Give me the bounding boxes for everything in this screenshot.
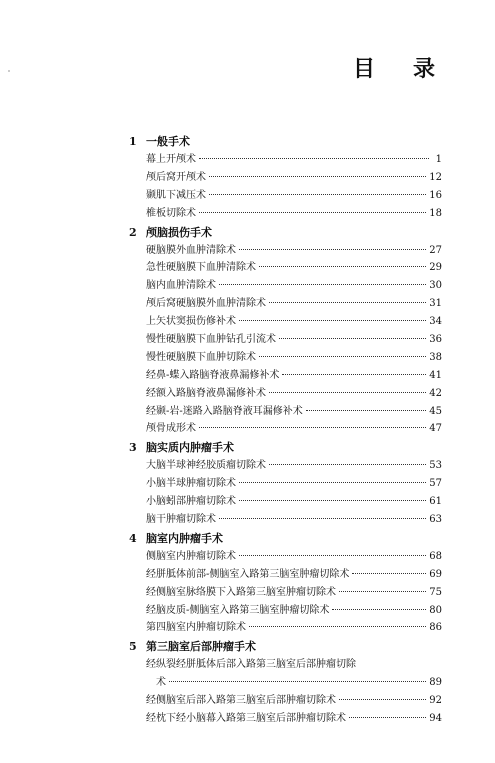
dot-leader <box>169 680 426 682</box>
entry-page-number: 89 <box>429 677 442 689</box>
dot-leader <box>219 283 426 285</box>
chapter-number: 5 <box>129 640 137 654</box>
chapter-title: 颅脑损伤手术 <box>146 225 212 239</box>
dot-leader <box>239 554 426 556</box>
entry-page-number: 75 <box>429 586 442 598</box>
entry-page-number: 86 <box>429 622 442 634</box>
dot-leader <box>239 248 426 250</box>
entry-page-number: 45 <box>429 405 442 417</box>
dot-leader <box>269 463 426 465</box>
toc-entry[interactable] <box>0 331 495 349</box>
entry-title: 第四脑室内肿瘤切除术 <box>146 622 246 634</box>
entry-page-number: 47 <box>429 423 442 435</box>
entry-title: 慢性硬脑膜下血肿切除术 <box>146 351 256 363</box>
toc-entry[interactable] <box>0 313 495 331</box>
toc-entry[interactable] <box>0 511 495 529</box>
entry-page-number: 18 <box>429 207 442 219</box>
dot-leader <box>199 211 426 213</box>
entry-title: 经鼻-蝶入路脑脊液鼻漏修补术 <box>146 369 280 381</box>
toc-entry[interactable] <box>0 548 495 566</box>
entry-page-number: 27 <box>429 244 442 256</box>
dot-leader <box>282 373 426 375</box>
entry-page-number: 34 <box>429 316 442 328</box>
entry-page-number: 16 <box>429 189 442 201</box>
entry-title: 经侧脑室后部入路第三脑室后部肿瘤切除术 <box>146 695 336 707</box>
chapter-number: 1 <box>129 135 137 148</box>
entry-title-continuation: 术 <box>156 677 166 689</box>
entry-page-number: 92 <box>429 695 442 707</box>
entry-title: 小脑半球肿瘤切除术 <box>146 478 236 490</box>
scan-speck <box>8 70 10 72</box>
dot-leader <box>352 572 426 574</box>
dot-leader <box>219 517 426 519</box>
page-title-right: 录 <box>413 56 436 82</box>
chapter-heading <box>0 529 495 548</box>
entry-page-number: 1 <box>435 154 442 165</box>
toc-entry[interactable] <box>0 259 495 277</box>
toc-entry[interactable] <box>0 151 495 169</box>
page-title <box>353 52 435 83</box>
entry-title: 经胼胝体前部-侧脑室入路第三脑室肿瘤切除术 <box>146 568 350 580</box>
entry-page-number: 53 <box>429 460 442 472</box>
dot-leader <box>209 193 426 195</box>
entry-page-number: 80 <box>429 604 442 616</box>
dot-leader <box>332 608 426 610</box>
chapter-number: 3 <box>129 441 137 455</box>
dot-leader <box>239 499 426 501</box>
toc-entry[interactable] <box>0 619 495 637</box>
toc-entry[interactable] <box>0 420 495 438</box>
entry-title: 急性硬脑膜下血肿清除术 <box>146 262 256 274</box>
entry-title: 椎板切除术 <box>146 207 196 219</box>
dot-leader <box>199 426 426 428</box>
toc-entry[interactable] <box>0 242 495 260</box>
entry-page-number: 38 <box>429 351 442 363</box>
dot-leader <box>349 716 426 718</box>
toc-entry[interactable] <box>0 349 495 367</box>
entry-title: 大脑半球神经胶质瘤切除术 <box>146 460 266 472</box>
entry-page-number: 57 <box>429 478 442 490</box>
entry-title: 经侧脑室脉络膜下入路第三脑室肿瘤切除术 <box>146 586 336 598</box>
entry-title: 经脑皮质-侧脑室入路第三脑室肿瘤切除术 <box>146 604 330 616</box>
entry-title: 脑内血肿清除术 <box>146 280 216 292</box>
toc-entry[interactable] <box>0 187 495 205</box>
table-of-contents <box>0 132 495 728</box>
page-title-left: 目 <box>353 56 376 82</box>
entry-title: 上矢状窦损伤修补术 <box>146 316 236 328</box>
entry-page-number: 12 <box>429 171 442 183</box>
toc-entry[interactable] <box>0 493 495 511</box>
entry-page-number: 31 <box>429 298 442 310</box>
toc-entry[interactable] <box>0 169 495 187</box>
toc-entry[interactable] <box>0 475 495 493</box>
entry-title: 经额入路脑脊液鼻漏修补术 <box>146 387 266 399</box>
entry-title: 侧脑室内肿瘤切除术 <box>146 550 236 562</box>
entry-title: 经颞-岩-迷路入路脑脊液耳漏修补术 <box>146 405 303 417</box>
dot-leader <box>259 355 426 357</box>
chapter-heading <box>0 223 495 242</box>
entry-page-number: 63 <box>429 514 442 526</box>
chapter-heading <box>0 438 495 457</box>
chapter-heading <box>0 637 495 656</box>
dot-leader <box>339 698 426 700</box>
dot-leader <box>306 409 427 411</box>
entry-page-number: 42 <box>429 387 442 399</box>
dot-leader <box>199 157 429 159</box>
dot-leader <box>269 391 426 393</box>
entry-page-number: 29 <box>429 262 442 274</box>
toc-entry[interactable] <box>0 656 495 674</box>
dot-leader <box>259 265 426 267</box>
toc-entry[interactable] <box>0 457 495 475</box>
dot-leader <box>239 319 426 321</box>
toc-entry[interactable] <box>0 403 495 421</box>
chapter-number: 4 <box>129 531 137 545</box>
entry-page-number: 68 <box>429 550 442 562</box>
entry-title: 经纵裂经胼胝体后部入路第三脑室后部肿瘤切除 <box>146 659 356 671</box>
toc-entry[interactable] <box>0 367 495 385</box>
chapter-title: 脑室内肿瘤手术 <box>146 531 223 545</box>
toc-entry[interactable] <box>0 710 495 728</box>
entry-title: 颅后窝开颅术 <box>146 171 206 183</box>
entry-page-number: 61 <box>429 496 442 508</box>
toc-entry[interactable] <box>0 385 495 403</box>
entry-page-number: 30 <box>429 280 442 292</box>
entry-title: 颞肌下减压术 <box>146 189 206 201</box>
toc-entry-continuation[interactable] <box>0 674 495 692</box>
toc-entry[interactable] <box>0 602 495 620</box>
dot-leader <box>209 175 426 177</box>
chapter-title: 脑实质内肿瘤手术 <box>146 441 234 455</box>
entry-title: 小脑蚓部肿瘤切除术 <box>146 496 236 508</box>
entry-title: 脑干肿瘤切除术 <box>146 514 216 526</box>
toc-entry[interactable] <box>0 295 495 313</box>
entry-title: 颅后窝硬脑膜外血肿清除术 <box>146 298 266 310</box>
chapter-heading <box>0 132 495 151</box>
entry-title: 幕上开颅术 <box>146 154 196 165</box>
dot-leader <box>239 481 426 483</box>
entry-title: 颅骨成形术 <box>146 423 196 435</box>
entry-title: 硬脑膜外血肿清除术 <box>146 244 236 256</box>
entry-page-number: 41 <box>429 369 442 381</box>
toc-entry[interactable] <box>0 205 495 223</box>
toc-entry[interactable] <box>0 584 495 602</box>
toc-entry[interactable] <box>0 692 495 710</box>
chapter-title: 第三脑室后部肿瘤手术 <box>146 640 256 654</box>
chapter-number: 2 <box>129 225 137 239</box>
dot-leader <box>249 625 426 627</box>
entry-page-number: 69 <box>429 568 442 580</box>
dot-leader <box>339 590 426 592</box>
chapter-title: 一般手术 <box>146 135 190 148</box>
dot-leader <box>269 301 426 303</box>
entry-page-number: 94 <box>429 713 442 725</box>
toc-entry[interactable] <box>0 277 495 295</box>
toc-entry[interactable] <box>0 566 495 584</box>
entry-title: 慢性硬脑膜下血肿钻孔引流术 <box>146 334 276 346</box>
dot-leader <box>279 337 426 339</box>
entry-title: 经枕下经小脑幕入路第三脑室后部肿瘤切除术 <box>146 713 346 725</box>
entry-page-number: 36 <box>429 334 442 346</box>
